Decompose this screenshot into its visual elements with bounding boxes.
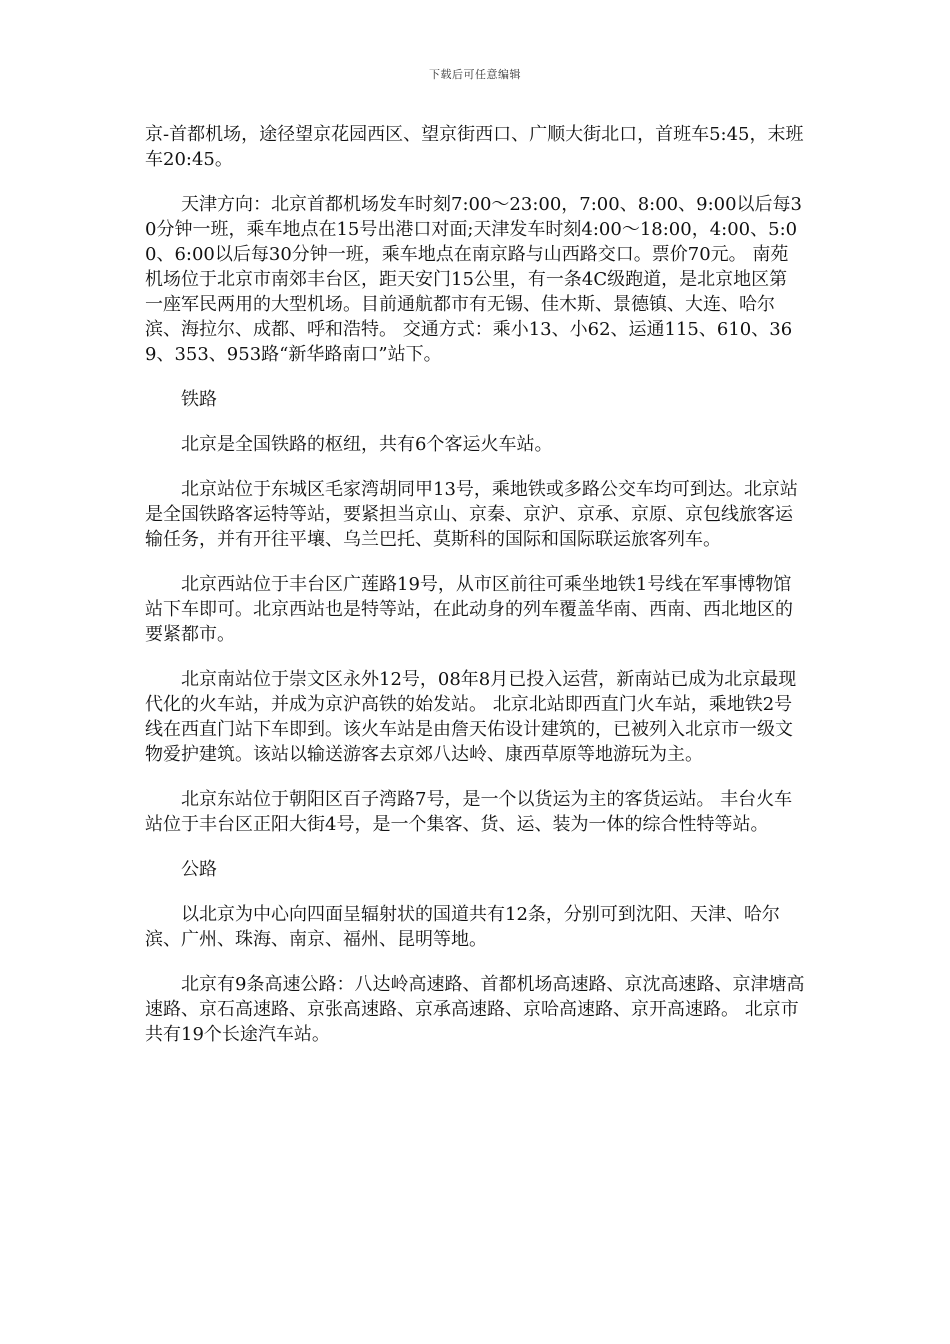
section-heading-railway: 铁路 xyxy=(181,389,217,410)
paragraph-beijing-west-station: 北京西站位于丰台区广莲路19号，从市区前往可乘坐地铁1号线在军事博物馆站下车即可。北京西站也是特等站，在此动身的列车覆盖华南、西南、西北地区的要紧都市。 xyxy=(145,574,793,645)
paragraph-tianjin-shuttle: 天津方向：北京首都机场发车时刻7:00～23:00，7:00、8:00、9:00以后每30分钟一班，乘车地点在15号出港口对面;天津发车时刻4:00～18:00，4:00、5:00、6:00以后每30分钟一班，乘车地点在南京路与山西路交口。票价70元。 南苑机场位于北京市南郊丰台区，距天安门15公里，有一条4C级跑道，是北京地区第一座军民两用的大型机场。目前通航都市有无锡、佳木斯、景德镇、大连、哈尔滨、海拉尔、成都、呼和浩特。 交通方式：乘小13、小62、运通115、610、369、353、953路“新华路南口”站下。 xyxy=(145,194,803,365)
paragraph-expressways: 北京有9条高速公路：八达岭高速路、首都机场高速路、京沈高速路、京津塘高速路、京石高速路、京张高速路、京承高速路、京哈高速路、京开高速路。 北京市共有19个长途汽车站。 xyxy=(145,974,805,1045)
document-body xyxy=(145,122,805,1067)
paragraph-beijing-south-north-station: 北京南站位于崇文区永外12号，08年8月已投入运营，新南站已成为北京最现代化的火车站，并成为京沪高铁的始发站。 北京北站即西直门火车站，乘地铁2号线在西直门站下车即到。该火车站是由詹天佑设计建筑的，已被列入北京市一级文物爱护建筑。该站以输送游客去京郊八达岭、康西草原等地游玩为主。 xyxy=(145,669,797,765)
paragraph-national-roads: 以北京为中心向四面呈辐射状的国道共有12条，分别可到沈阳、天津、哈尔滨、广州、珠海、南京、福州、昆明等地。 xyxy=(145,904,780,950)
page-header-note: 下载后可任意编辑 xyxy=(429,68,521,81)
paragraph-beijing-east-fengtai-station: 北京东站位于朝阳区百子湾路7号，是一个以货运为主的客货运站。 丰台火车站位于丰台区正阳大街4号，是一个集客、货、运、装为一体的综合性特等站。 xyxy=(145,789,793,835)
paragraph-railway-overview: 北京是全国铁路的枢纽，共有6个客运火车站。 xyxy=(181,434,553,455)
section-heading-highway: 公路 xyxy=(181,859,217,880)
paragraph-beijing-station: 北京站位于东城区毛家湾胡同甲13号，乘地铁或多路公交车均可到达。北京站是全国铁路客运特等站，要紧担当京山、京秦、京沪、京承、京原、京包线旅客运输任务，并有开往平壤、乌兰巴托、莫斯科的国际和国际联运旅客列车。 xyxy=(145,479,798,550)
paragraph-airport-bus-continued: 京-首都机场，途径望京花园西区、望京街西口、广顺大街北口，首班车5:45，末班车20:45。 xyxy=(145,124,804,170)
